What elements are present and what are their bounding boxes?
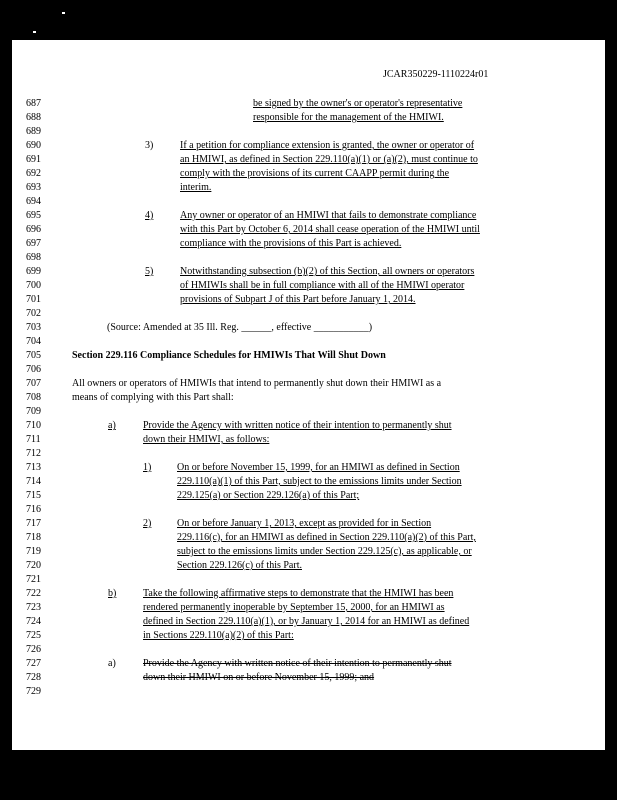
line-number: 715: [26, 490, 41, 501]
line-number: 705: [26, 350, 41, 361]
line-number: 692: [26, 168, 41, 179]
line-number: 695: [26, 210, 41, 221]
text-line: On or before January 1, 2013, except as provided for in Section: [177, 518, 432, 529]
line-number: 688: [26, 112, 41, 123]
line-number: 701: [26, 294, 41, 305]
text-line: means of complying with this Part shall:: [72, 392, 234, 403]
line-number: 700: [26, 280, 41, 291]
text-line: rendered permanently inoperable by September 15, 2000, for an HMIWI as: [143, 602, 445, 613]
line-number: 709: [26, 406, 41, 417]
line-number: 702: [26, 308, 41, 319]
text-line: Section 229.126(c) of this Part.: [177, 560, 302, 571]
text-line: an HMIWI, as defined in Section 229.110(a)(1) or (a)(2), must continue to: [180, 154, 478, 165]
line-number: 727: [26, 658, 41, 669]
text-line: 229.116(c), for an HMIWI as defined in Section 229.110(a)(2) of this Part,: [177, 532, 476, 543]
line-number: 719: [26, 546, 41, 557]
text-line: down their HMIWI on or before November 15, 1999; and: [143, 672, 375, 683]
line-number: 722: [26, 588, 41, 599]
text-line: 4): [145, 210, 154, 221]
line-number: 729: [26, 686, 41, 697]
line-number: 726: [26, 644, 41, 655]
text-line: responsible for the management of the HMIWI.: [253, 112, 444, 123]
text-line: 5): [145, 266, 154, 277]
text-line: Section 229.116 Compliance Schedules for HMIWIs That Will Shut Down: [72, 350, 386, 361]
line-number: 699: [26, 266, 41, 277]
text-line: compliance with the provisions of this Part is achieved.: [180, 238, 402, 249]
text-line: Take the following affirmative steps to demonstrate that the HMIWI has been: [143, 588, 454, 599]
text-line: On or before November 15, 1999, for an HMIWI as defined in Section: [177, 462, 460, 473]
line-number: 691: [26, 154, 41, 165]
scan-speck: [33, 31, 36, 33]
line-number: 714: [26, 476, 41, 487]
text-line: b): [108, 588, 117, 599]
line-number: 696: [26, 224, 41, 235]
text-line: 229.125(a) or Section 229.126(a) of this Part;: [177, 490, 360, 501]
scan-speck: [62, 12, 65, 14]
line-number: 724: [26, 616, 41, 627]
text-line: be signed by the owner's or operator's representative: [253, 98, 463, 109]
line-number: 690: [26, 140, 41, 151]
line-number: 707: [26, 378, 41, 389]
line-number: 723: [26, 602, 41, 613]
line-number: 694: [26, 196, 41, 207]
line-number: 716: [26, 504, 41, 515]
line-number: 725: [26, 630, 41, 641]
text-line: of HMIWIs shall be in full compliance with all of the HMIWI operator: [180, 280, 465, 291]
text-line: All owners or operators of HMIWIs that intend to permanently shut down their HMIWI as a: [72, 378, 442, 389]
line-number: 711: [26, 434, 41, 445]
text-line: defined in Section 229.110(a)(1), or by January 1, 2014 for an HMIWI as defined: [143, 616, 470, 627]
line-number: 708: [26, 392, 41, 403]
document-id: JCAR350229-1110224r01: [383, 69, 489, 80]
line-number: 710: [26, 420, 41, 431]
text-line: Provide the Agency with written notice of their intention to permanently shut: [143, 658, 452, 669]
line-number: 718: [26, 532, 41, 543]
text-line: 2): [143, 518, 152, 529]
line-number: 720: [26, 560, 41, 571]
line-number: 721: [26, 574, 41, 585]
text-line: If a petition for compliance extension is granted, the owner or operator of: [180, 140, 475, 151]
text-line: a): [108, 658, 116, 669]
text-line: 3): [145, 140, 154, 151]
line-number: 698: [26, 252, 41, 263]
line-number: 693: [26, 182, 41, 193]
line-number: 704: [26, 336, 41, 347]
text-line: with this Part by October 6, 2014 shall cease operation of the HMIWI until: [180, 224, 480, 235]
line-number: 697: [26, 238, 41, 249]
text-line: down their HMIWI, as follows:: [143, 434, 270, 445]
line-number: 728: [26, 672, 41, 683]
text-line: in Sections 229.110(a)(2) of this Part:: [143, 630, 294, 641]
text-line: provisions of Subpart J of this Part before January 1, 2014.: [180, 294, 416, 305]
text-line: Provide the Agency with written notice of their intention to permanently shut: [143, 420, 452, 431]
line-number: 717: [26, 518, 41, 529]
line-number: 689: [26, 126, 41, 137]
text-line: a): [108, 420, 116, 431]
text-line: (Source: Amended at 35 Ill. Reg. ______, effective ___________): [107, 322, 373, 333]
text-line: Notwithstanding subsection (b)(2) of this Section, all owners or operators: [180, 266, 475, 277]
text-line: Any owner or operator of an HMIWI that fails to demonstrate compliance: [180, 210, 477, 221]
text-line: comply with the provisions of its current CAAPP permit during the: [180, 168, 450, 179]
line-number: 712: [26, 448, 41, 459]
text-line: subject to the emissions limits under Section 229.125(c), as applicable, or: [177, 546, 472, 557]
text-line: 1): [143, 462, 152, 473]
line-number: 703: [26, 322, 41, 333]
line-number: 687: [26, 98, 41, 109]
text-line: 229.110(a)(1) of this Part, subject to the emissions limits under Section: [177, 476, 462, 487]
line-number: 713: [26, 462, 41, 473]
line-number: 706: [26, 364, 41, 375]
text-line: interim.: [180, 182, 212, 193]
